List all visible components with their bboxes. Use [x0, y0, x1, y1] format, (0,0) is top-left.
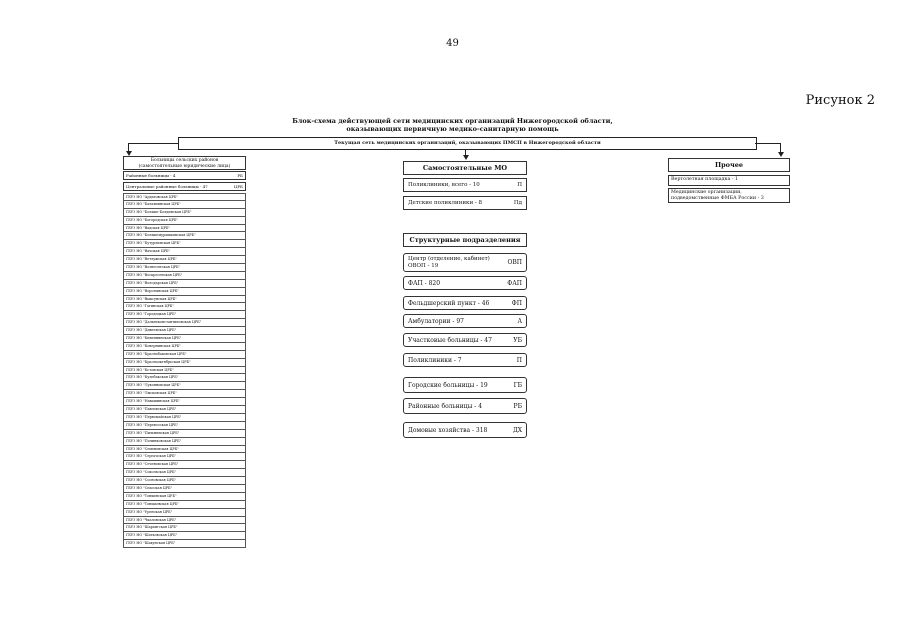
hospital-list-item: ГБУЗ НО "Кулебакская ЦРБ" — [123, 374, 246, 382]
hospital-list-item: ГБУЗ НО "Перевозская ЦРБ" — [123, 422, 246, 430]
hospital-list-item: ГБУЗ НО "Дивеевская ЦРБ" — [123, 327, 246, 335]
struct-row — [403, 377, 527, 393]
center-row-2-code: Пд — [513, 200, 522, 206]
struct-row-code: УБ — [513, 336, 522, 344]
struct-row-code: ФАП — [507, 279, 522, 287]
hospital-list-item: ГБУЗ НО "Уренская ЦРБ" — [123, 509, 246, 517]
hospital-list-item: ГБУЗ НО "Спасская ЦРБ" — [123, 485, 246, 493]
arrow-center — [463, 155, 469, 160]
struct-row-label: Городские больницы - 19 — [408, 381, 488, 389]
struct-row — [403, 296, 527, 310]
struct-row — [403, 333, 527, 347]
struct-row-label: Участковые больницы - 47 — [408, 336, 492, 344]
hospital-list-item: ГБУЗ НО "Шахунская ЦРБ" — [123, 540, 246, 548]
title-line-2: оказывающих первичную медико-санитарную помощь — [346, 125, 559, 134]
struct-row-label: ФАП - 820 — [408, 279, 441, 287]
hospital-list-item: ГБУЗ НО "Навашинская ЦРБ" — [123, 398, 246, 406]
struct-row — [403, 276, 527, 290]
center-row-polyclinics — [403, 178, 527, 192]
hospital-list-item: ГБУЗ НО "Большемурашкинская ЦРБ" — [123, 232, 246, 240]
left-row-central-hospitals — [123, 182, 246, 191]
hospital-list-item: ГБУЗ НО "Лысковская ЦРБ" — [123, 390, 246, 398]
hospital-list-item: ГБУЗ НО "Пильнинская ЦРБ" — [123, 430, 246, 438]
left-row-2-code: ЦРБ — [233, 184, 243, 189]
right-row-helipad: Вертолетная площадка - 1 — [668, 175, 790, 186]
struct-row-label: Домовые хозяйства - 318 — [408, 426, 488, 434]
hospital-list-item: ГБУЗ НО "Воротынская ЦРБ" — [123, 288, 246, 296]
connector-right-h — [755, 143, 781, 144]
hospital-list-item: ГБУЗ НО "Дальнеконстантиновская ЦРБ" — [123, 319, 246, 327]
hospital-list-item: ГБУЗ НО "Балахнинская ЦРБ" — [123, 201, 246, 209]
struct-row — [403, 353, 527, 367]
center-row-1-code: П — [517, 182, 522, 188]
hospital-list-item: ГБУЗ НО "Выксунская ЦРБ" — [123, 296, 246, 304]
hospital-list-item: ГБУЗ НО "Городецкая ЦРБ" — [123, 311, 246, 319]
left-row-1-label: Районные больницы - 4 — [126, 173, 176, 178]
hospital-list-item: ГБУЗ НО "Сосновская ЦРБ" — [123, 477, 246, 485]
left-row-1-code: РБ — [237, 173, 243, 178]
hospital-list-item: ГБУЗ НО "Семеновская ЦРБ" — [123, 446, 246, 454]
struct-row-label: Поликлиники - 7 — [408, 356, 462, 364]
hospital-list-item: ГБУЗ НО "Ковернинская ЦРБ" — [123, 343, 246, 351]
root-box: Текущая сеть медицинских организаций, оказывающих ПМСП в Нижегородской области — [178, 137, 757, 150]
hospital-list-item: ГБУЗ НО "Тоншаевская ЦРБ" — [123, 501, 246, 509]
hospital-list-item: ГБУЗ НО "Богородская ЦРБ" — [123, 217, 246, 225]
hospital-list-item: ГБУЗ НО "Чкаловская ЦРБ" — [123, 517, 246, 525]
hospital-list-item: ГБУЗ НО "Воскресенская ЦРБ" — [123, 272, 246, 280]
hospital-list-item: ГБУЗ НО "Княгининская ЦРБ" — [123, 335, 246, 343]
hospital-list-item: ГБУЗ НО "Гагинская ЦРБ" — [123, 303, 246, 311]
hospital-list-item: ГБУЗ НО "Вадская ЦРБ" — [123, 225, 246, 233]
struct-row-label: Центр (отделение, кабинет) ОВОП - 19 — [408, 256, 490, 269]
struct-row-code: ГБ — [513, 381, 522, 389]
title-line-1: Блок-схема действующей сети медицинских организаций Нижегородской области, — [292, 117, 613, 125]
hospital-list-item: ГБУЗ НО "Краснооктябрьская ЦРБ" — [123, 359, 246, 367]
struct-row — [403, 314, 527, 328]
diagram-title — [0, 117, 905, 134]
hospital-list-item: ГБУЗ НО "Сергачская ЦРБ" — [123, 453, 246, 461]
arrow-right — [778, 152, 784, 157]
hospital-list-item: ГБУЗ НО "Тонкинская ЦРБ" — [123, 493, 246, 501]
hospital-list-item: ГБУЗ НО "Вознесенская ЦРБ" — [123, 264, 246, 272]
struct-row-label: Амбулатории - 97 — [408, 317, 464, 325]
page-number: 49 — [446, 38, 459, 49]
struct-row-label: Районные больницы - 4 — [408, 402, 483, 410]
struct-row-code: ОВП — [507, 259, 522, 266]
struct-row-code: П — [516, 356, 522, 364]
left-row-2-label: Центральные районные больницы - 47 — [126, 184, 208, 189]
hospital-list-item: ГБУЗ НО "Володарская ЦРБ" — [123, 280, 246, 288]
left-header-line-1: Больницы сельских районов — [150, 158, 219, 163]
figure-label: Рисунок 2 — [805, 93, 875, 108]
hospital-list-item: ГБУЗ НО "Шатковская ЦРБ" — [123, 532, 246, 540]
hospital-list-item: ГБУЗ НО "Ардатовская ЦРБ" — [123, 193, 246, 201]
connector-left-h — [128, 143, 178, 144]
left-header-box — [123, 156, 246, 170]
struct-row-code: ФП — [511, 299, 522, 307]
hospital-list-item: ГБУЗ НО "Краснобаковская ЦРБ" — [123, 351, 246, 359]
hospital-list-item: ГБУЗ НО "Починковская ЦРБ" — [123, 438, 246, 446]
center-row-2-label: Детские поликлиники - 8 — [408, 200, 482, 206]
hospital-list-item: ГБУЗ НО "Кстовская ЦРБ" — [123, 367, 246, 375]
struct-row-code: ДХ — [512, 426, 522, 434]
struct-row-code: РБ — [513, 402, 522, 410]
hospital-list-item: ГБУЗ НО "Ветлужская ЦРБ" — [123, 256, 246, 264]
center-row-child-polyclinics — [403, 196, 527, 210]
hospital-list-item: ГБУЗ НО "Вачская ЦРБ" — [123, 248, 246, 256]
struct-row — [403, 253, 527, 272]
left-row-district-hospitals — [123, 171, 246, 180]
struct-row-label: Фельдшерский пункт - 46 — [408, 299, 490, 307]
hospital-list-item: ГБУЗ НО "Шарангская ЦРБ" — [123, 524, 246, 532]
hospital-list-item: ГБУЗ НО "Больше-Болдинская ЦРБ" — [123, 209, 246, 217]
hospital-list-item: ГБУЗ НО "Лукояновская ЦРБ" — [123, 382, 246, 390]
hospital-list — [123, 193, 246, 548]
struct-row — [403, 398, 527, 414]
left-header-line-2: (самостоятельные юридические лица) — [138, 163, 231, 169]
struct-header: Структурные подразделения — [403, 233, 527, 247]
center-header: Самостоятельные МО — [403, 161, 527, 175]
center-row-1-label: Поликлиники, всего - 10 — [408, 182, 480, 188]
hospital-list-item: ГБУЗ НО "Первомайская ЦРБ" — [123, 414, 246, 422]
right-header: Прочее — [668, 158, 790, 172]
right-row-fmba: Медицинские организации, подведомственные ФМБА России - 3 — [668, 188, 790, 203]
hospital-list-item: ГБУЗ НО "Сокольская ЦРБ" — [123, 469, 246, 477]
hospital-list-item: ГБУЗ НО "Павловская ЦРБ" — [123, 406, 246, 414]
struct-row — [403, 422, 527, 438]
hospital-list-item: ГБУЗ НО "Сеченовская ЦРБ" — [123, 461, 246, 469]
hospital-list-item: ГБУЗ НО "Бутурлинская ЦРБ" — [123, 240, 246, 248]
struct-row-code: А — [517, 317, 522, 325]
